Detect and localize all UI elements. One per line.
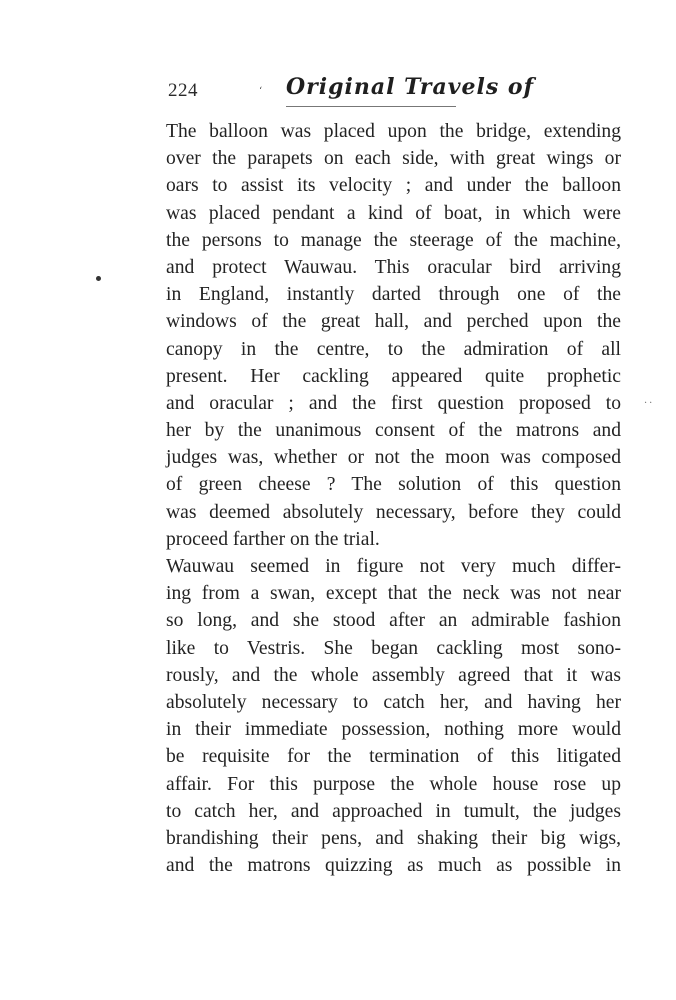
text-line: ing from a swan, except that the neck was not near <box>166 583 621 605</box>
text-line: in their immediate possession, nothing more would <box>166 719 621 741</box>
text-line: The balloon was placed upon the bridge, extending <box>166 121 621 142</box>
text-line: rously, and the whole assembly agreed that it was <box>166 664 621 686</box>
text-line-paragraph-end: proceed farther on the trial. <box>166 528 380 550</box>
text-line: judges was, whether or not the moon was composed <box>166 447 621 469</box>
body-text <box>166 118 621 879</box>
text-line: like to Vestris. She began cackling most sono- <box>166 637 621 659</box>
text-line: of green cheese ? The solution of this question <box>166 474 621 496</box>
text-line: her by the unanimous consent of the matrons and <box>166 420 621 442</box>
text-line: and protect Wauwau. This oracular bird arriving <box>166 256 621 278</box>
running-head: Original Travels of <box>286 74 535 100</box>
text-line: present. Her cackling appeared quite prophetic <box>166 365 621 387</box>
text-line: oars to assist its velocity ; and under the balloon <box>166 175 621 197</box>
page-number: 224 <box>168 80 198 101</box>
header-tick-mark: ‘ <box>259 86 263 97</box>
text-line: windows of the great hall, and perched upon the <box>166 311 621 333</box>
text-line: to catch her, and approached in tumult, the judges <box>166 800 621 822</box>
text-line: in England, instantly darted through one of the <box>166 284 621 306</box>
text-line: affair. For this purpose the whole house rose up <box>166 773 621 795</box>
text-line: be requisite for the termination of this litigated <box>166 746 621 768</box>
text-line-paragraph-start: Wauwau seemed in figure not very much differ- <box>166 556 621 577</box>
text-line: the persons to manage the steerage of the machine, <box>166 229 621 251</box>
text-line: was placed pendant a kind of boat, in which were <box>166 202 621 224</box>
margin-ink-dot <box>96 276 101 281</box>
text-line: over the parapets on each side, with great wings or <box>166 148 621 170</box>
text-line: was deemed absolutely necessary, before they could <box>166 501 621 523</box>
text-line: brandishing their pens, and shaking their big wigs, <box>166 827 621 849</box>
margin-ink-specks: ·· <box>644 398 655 409</box>
header-rule <box>286 106 456 107</box>
text-line: so long, and she stood after an admirable fashion <box>166 610 621 632</box>
text-line: and oracular ; and the first question proposed to <box>166 392 621 414</box>
text-line: absolutely necessary to catch her, and having her <box>166 691 621 713</box>
page-header <box>166 74 621 110</box>
text-line: canopy in the centre, to the admiration of all <box>166 338 621 360</box>
text-line: and the matrons quizzing as much as possible in <box>166 855 621 877</box>
